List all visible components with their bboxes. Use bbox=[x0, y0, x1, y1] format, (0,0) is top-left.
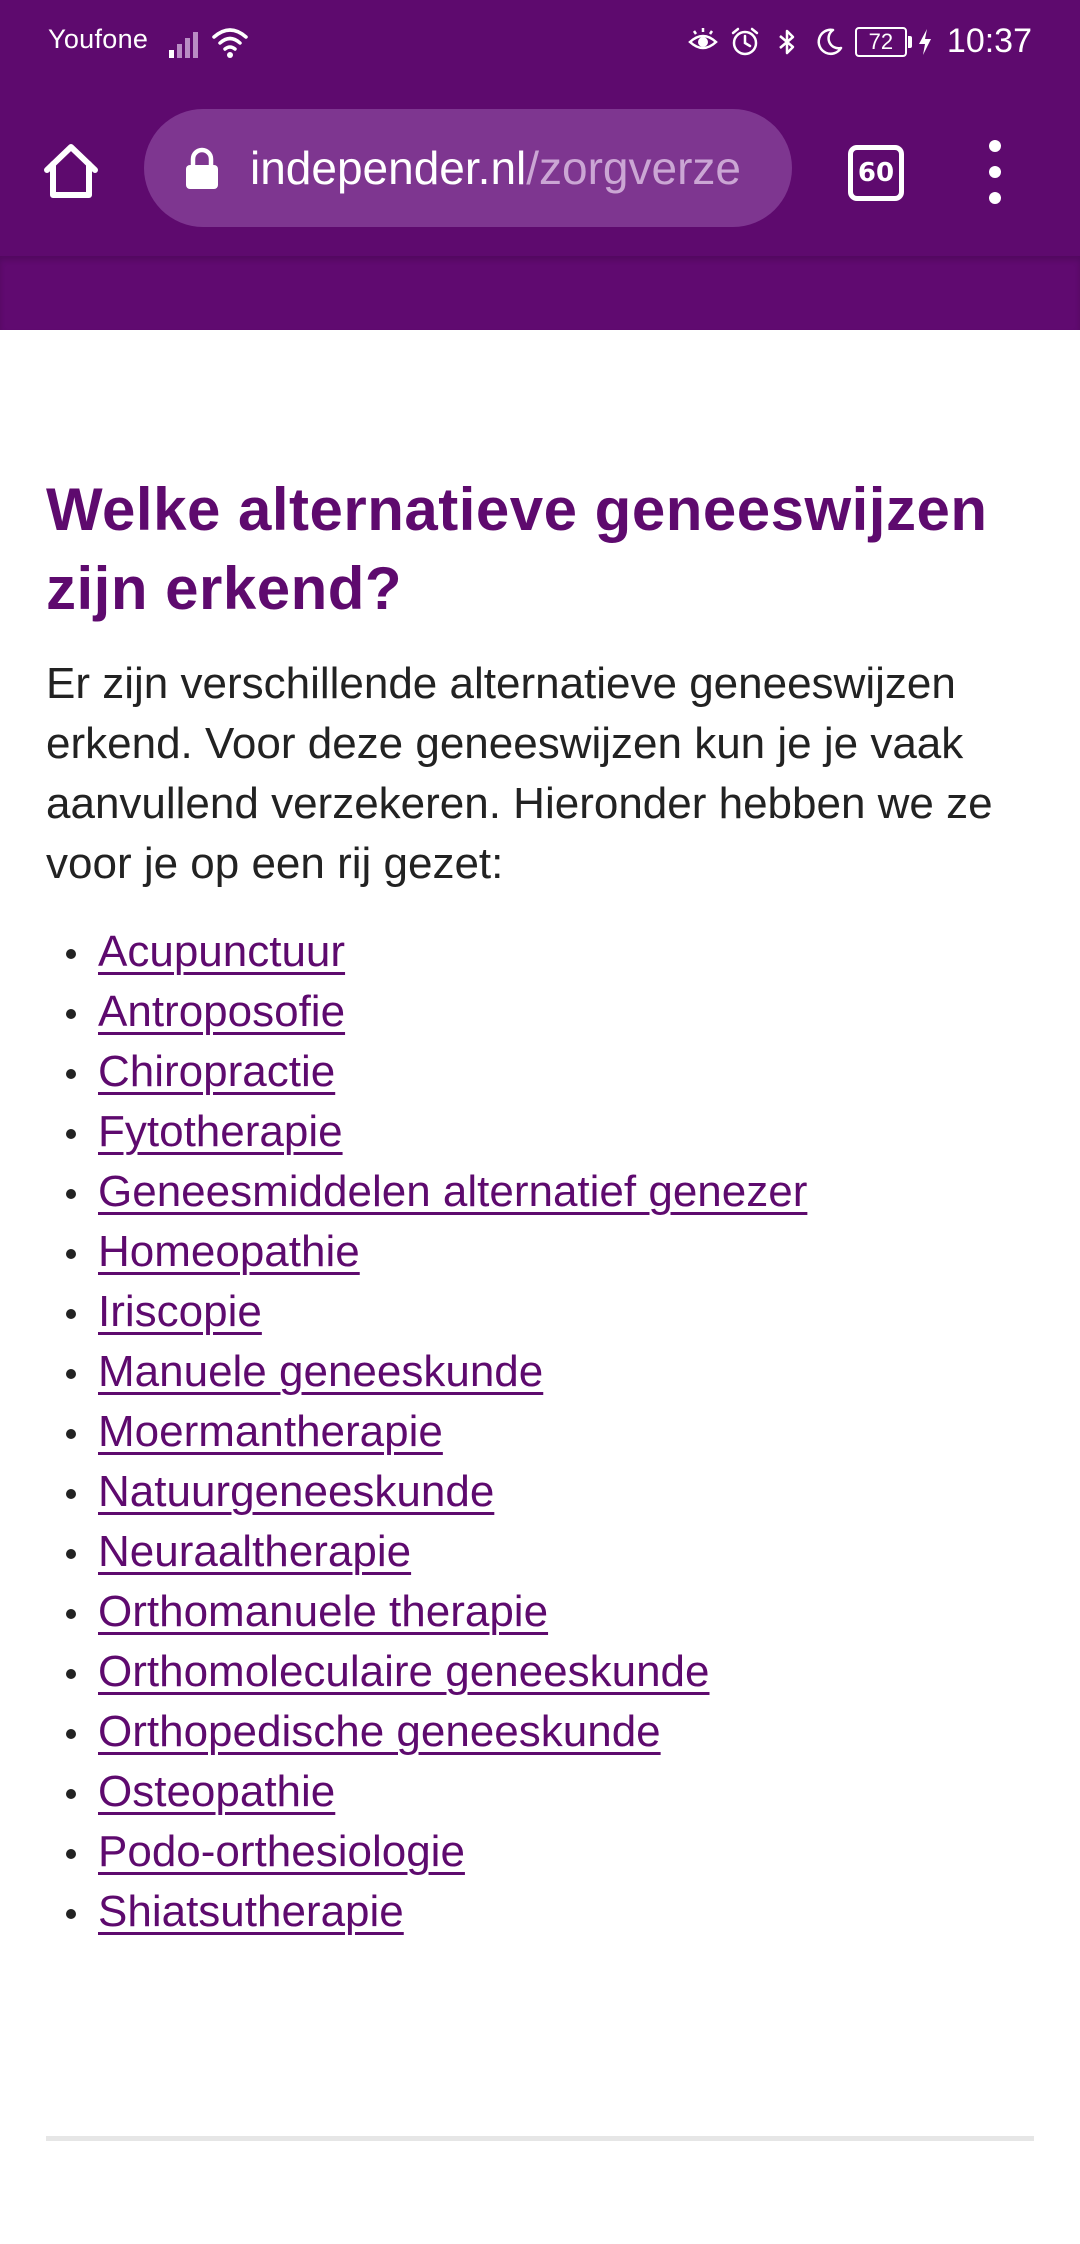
tab-count: 60 bbox=[857, 158, 895, 188]
menu-dot-icon bbox=[989, 192, 1001, 204]
therapy-link[interactable]: Antroposofie bbox=[98, 987, 346, 1036]
list-item bbox=[46, 1342, 1036, 1402]
list-item bbox=[46, 1702, 1036, 1762]
eye-comfort-icon bbox=[687, 26, 719, 58]
overflow-menu-button[interactable] bbox=[975, 140, 1015, 204]
list-item bbox=[46, 1102, 1036, 1162]
site-header-band bbox=[0, 256, 1080, 330]
url-path: /zorgverze bbox=[526, 142, 741, 194]
list-item bbox=[46, 982, 1036, 1042]
menu-dot-icon bbox=[989, 140, 1001, 152]
therapy-link[interactable]: Moermantherapie bbox=[98, 1407, 443, 1456]
therapy-link[interactable]: Orthopedische geneeskunde bbox=[98, 1707, 661, 1756]
bullet-icon bbox=[66, 1909, 76, 1919]
bullet-icon bbox=[66, 1849, 76, 1859]
bullet-icon bbox=[66, 1429, 76, 1439]
home-icon bbox=[41, 142, 101, 200]
list-item bbox=[46, 1402, 1036, 1462]
list-item bbox=[46, 1222, 1036, 1282]
list-item bbox=[46, 922, 1036, 982]
moon-icon bbox=[813, 26, 845, 58]
therapy-link[interactable]: Acupunctuur bbox=[98, 927, 346, 976]
battery-level: 72 bbox=[855, 27, 907, 57]
home-button[interactable] bbox=[30, 130, 112, 212]
list-item bbox=[46, 1042, 1036, 1102]
list-item bbox=[46, 1642, 1036, 1702]
bullet-icon bbox=[66, 1609, 76, 1619]
therapy-link[interactable]: Shiatsutherapie bbox=[98, 1887, 404, 1936]
bullet-icon bbox=[66, 1489, 76, 1499]
bluetooth-icon bbox=[771, 26, 803, 58]
bullet-icon bbox=[66, 949, 76, 959]
list-item bbox=[46, 1882, 1036, 1942]
bullet-icon bbox=[66, 1729, 76, 1739]
therapy-link[interactable]: Orthomanuele therapie bbox=[98, 1587, 549, 1636]
signal-icon bbox=[168, 30, 202, 58]
therapy-link[interactable]: Osteopathie bbox=[98, 1767, 336, 1816]
therapy-link[interactable]: Natuurgeneeskunde bbox=[98, 1467, 495, 1516]
browser-toolbar bbox=[0, 86, 1080, 256]
article-intro: Er zijn verschillende alternatieve geneeswijzen erkend. Voor deze geneeswijzen kun je je vaak aanvullend verzekeren. Hieronder hebben we ze voor je op een rij gezet: bbox=[46, 659, 993, 888]
bullet-icon bbox=[66, 1249, 76, 1259]
bullet-icon bbox=[66, 1189, 76, 1199]
list-item bbox=[46, 1282, 1036, 1342]
therapy-list bbox=[46, 922, 1036, 1942]
therapy-link[interactable]: Neuraaltherapie bbox=[98, 1527, 412, 1576]
wifi-icon bbox=[210, 24, 250, 60]
list-item bbox=[46, 1162, 1036, 1222]
article-heading: Welke alternatieve geneeswijzen zijn erkend? bbox=[46, 476, 988, 622]
clock: 10:37 bbox=[946, 22, 1032, 60]
list-item bbox=[46, 1522, 1036, 1582]
section-divider bbox=[46, 2136, 1034, 2141]
therapy-link[interactable]: Iriscopie bbox=[98, 1287, 262, 1336]
article-content bbox=[46, 470, 1036, 1942]
bullet-icon bbox=[66, 1669, 76, 1679]
list-item bbox=[46, 1822, 1036, 1882]
status-icons bbox=[687, 22, 1032, 61]
bullet-icon bbox=[66, 1789, 76, 1799]
therapy-link[interactable]: Fytotherapie bbox=[98, 1107, 343, 1156]
alarm-icon bbox=[729, 26, 761, 58]
bullet-icon bbox=[66, 1309, 76, 1319]
url-domain: independer.nl bbox=[250, 142, 527, 194]
browser-chrome bbox=[0, 0, 1080, 330]
address-bar[interactable] bbox=[144, 109, 792, 227]
battery-indicator bbox=[855, 27, 933, 57]
carrier-name: Youfone bbox=[48, 24, 149, 54]
status-bar bbox=[0, 0, 1080, 86]
list-item bbox=[46, 1582, 1036, 1642]
tab-switcher-button[interactable] bbox=[848, 145, 904, 201]
therapy-link[interactable]: Geneesmiddelen alternatief genezer bbox=[98, 1167, 808, 1216]
menu-dot-icon bbox=[989, 166, 1001, 178]
list-item bbox=[46, 1762, 1036, 1822]
list-item bbox=[46, 1462, 1036, 1522]
bullet-icon bbox=[66, 1369, 76, 1379]
therapy-link[interactable]: Manuele geneeskunde bbox=[98, 1347, 544, 1396]
url-text bbox=[250, 141, 741, 195]
therapy-link[interactable]: Orthomoleculaire geneeskunde bbox=[98, 1647, 710, 1696]
lock-icon bbox=[184, 146, 220, 190]
bullet-icon bbox=[66, 1069, 76, 1079]
therapy-link[interactable]: Homeopathie bbox=[98, 1227, 360, 1276]
therapy-link[interactable]: Podo-orthesiologie bbox=[98, 1827, 465, 1876]
bullet-icon bbox=[66, 1549, 76, 1559]
charging-icon bbox=[917, 28, 933, 56]
bullet-icon bbox=[66, 1129, 76, 1139]
therapy-link[interactable]: Chiropractie bbox=[98, 1047, 336, 1096]
bullet-icon bbox=[66, 1009, 76, 1019]
